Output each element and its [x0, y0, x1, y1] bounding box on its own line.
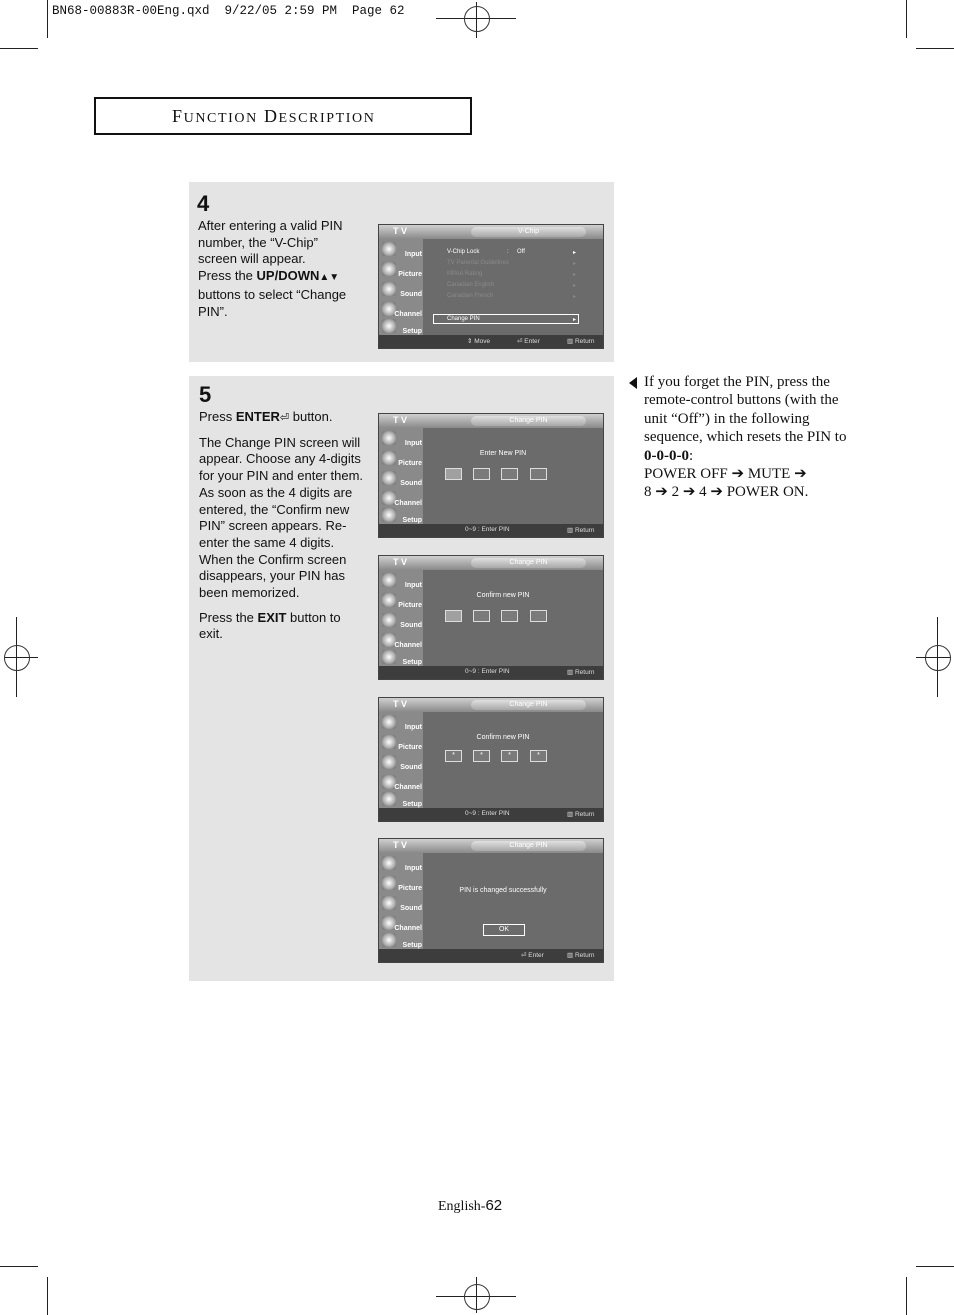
input-icon [382, 715, 396, 729]
input-icon [382, 856, 396, 870]
pin-digit-box: * [445, 750, 462, 762]
screen-message: Confirm new PIN [476, 734, 530, 741]
tv-sidebar: Input Picture Sound Channel Setup [379, 712, 423, 809]
menu-row-parental-guidelines: TV Parental Guidelines ▸ [447, 260, 577, 267]
step-4-number: 4 [197, 191, 210, 216]
setup-icon [382, 650, 396, 664]
tv-label: T V [393, 699, 408, 709]
tv-screen-vchip [378, 224, 604, 349]
hint-return: ▥ Return [567, 811, 595, 818]
crop-mark [0, 1266, 38, 1267]
section-title: FUNCTION DESCRIPTION [172, 106, 376, 126]
arrow-right-icon: ▸ [573, 272, 577, 278]
screen-message: PIN is changed successfully [459, 887, 547, 894]
crop-mark [47, 1277, 48, 1315]
sound-icon [382, 755, 396, 769]
tv-label: T V [393, 840, 408, 850]
sidebar-item-picture: Picture [381, 260, 423, 279]
triangle-left-icon [629, 377, 637, 389]
pin-digit-box: * [473, 750, 490, 762]
picture-icon [382, 262, 396, 276]
tv-sidebar: Input Picture Sound Channel Setup [379, 428, 423, 525]
page-footer: English-62 [438, 1197, 503, 1214]
input-icon [382, 573, 396, 587]
arrow-right-icon: ▸ [573, 283, 577, 289]
menu-row-change-pin: Change PIN ▸ [447, 316, 577, 323]
arrow-right-icon: ▸ [573, 317, 577, 323]
sidebar-item-channel: Channel [381, 300, 423, 319]
tv-sidebar: Input Picture Sound Channel Setup [379, 853, 423, 950]
pin-digit-box: * [530, 750, 547, 762]
registration-mark [464, 1284, 490, 1310]
step-4-instructions: After entering a valid PIN number, the “V-Chip” screen will appear. Press the UP/DOWN▲▼ buttons to select “Change PIN”. [198, 218, 347, 319]
hint-move: ⇕ Move [467, 338, 491, 345]
menu-row-vchip-lock: V-Chip Lock : Off ▸ [447, 249, 577, 256]
menu-heading: Change PIN [471, 841, 586, 851]
menu-heading: V-Chip [471, 227, 586, 237]
crop-mark [47, 0, 48, 38]
pin-digit-box [473, 468, 490, 480]
setup-icon [382, 792, 396, 806]
setup-icon [382, 319, 396, 333]
arrow-right-icon: ▸ [573, 294, 577, 300]
picture-icon [382, 876, 396, 890]
setup-icon [382, 933, 396, 947]
tv-screen-confirm-pin-empty [378, 555, 604, 680]
hint-enter-pin: 0~9 : Enter PIN [465, 810, 510, 817]
menu-heading: Change PIN [471, 558, 586, 568]
tv-label: T V [393, 557, 408, 567]
vchip-menu [423, 239, 603, 336]
sidebar-item-input: Input [381, 240, 423, 259]
menu-heading: Change PIN [471, 700, 586, 710]
sound-icon [382, 471, 396, 485]
hint-return: ▥ Return [567, 338, 595, 345]
tv-sidebar: Input Picture Sound Channel Setup [379, 570, 423, 667]
crop-mark [906, 0, 907, 38]
pin-digit-box [473, 610, 490, 622]
sound-icon [382, 896, 396, 910]
sidebar-item-sound: Sound [381, 280, 423, 299]
hint-enter-pin: 0~9 : Enter PIN [465, 668, 510, 675]
screen-message: Confirm new PIN [476, 592, 530, 599]
menu-heading: Change PIN [471, 416, 586, 426]
hint-return: ▥ Return [567, 669, 595, 676]
crop-mark [916, 48, 954, 49]
crop-mark [916, 1266, 954, 1267]
tv-sidebar [379, 239, 423, 336]
hint-enter: ⏎ Enter [521, 952, 544, 959]
picture-icon [382, 593, 396, 607]
menu-row-canadian-english: Canadian English ▸ [447, 282, 577, 289]
pin-digit-box [530, 468, 547, 480]
pin-digit-box [445, 610, 462, 622]
screen-message: Enter New PIN [479, 450, 527, 457]
tv-label: T V [393, 415, 408, 425]
sidebar-item-setup: Setup [381, 317, 423, 336]
hint-return: ▥ Return [567, 527, 595, 534]
menu-row-canadian-french: Canadian French ▸ [447, 293, 577, 300]
arrow-right-icon: ▸ [573, 261, 577, 267]
pin-digit-box: * [501, 750, 518, 762]
file-slug: BN68-00883R-00Eng.qxd 9/22/05 2:59 PM Page 62 [52, 4, 405, 18]
pin-digit-box [530, 610, 547, 622]
sound-icon [382, 613, 396, 627]
input-icon [382, 242, 396, 256]
hint-return: ▥ Return [567, 952, 595, 959]
crop-mark [906, 1277, 907, 1315]
tv-bottom-bar [379, 335, 603, 348]
picture-icon [382, 735, 396, 749]
registration-mark [4, 645, 30, 671]
pin-digit-box [445, 468, 462, 480]
registration-mark [925, 645, 951, 671]
crop-mark [0, 48, 38, 49]
step-5-instructions: Press ENTER⏎ button. The Change PIN screen will appear. Choose any 4-digits for your PIN and enter them. As soon as the 4 digits are entered, the “Confirm new PIN” screen appears. Re-enter the same 4 digits. When the Confirm screen disappears, your PIN has been memorized. Press the EXIT button to exit. [199, 409, 364, 642]
step-5-number: 5 [199, 382, 212, 407]
registration-mark [464, 6, 490, 32]
pin-digit-box [501, 468, 518, 480]
arrow-right-icon: ▸ [573, 250, 577, 256]
hint-enter-pin: 0~9 : Enter PIN [465, 526, 510, 533]
hint-enter: ⏎ Enter [517, 338, 540, 345]
enter-icon: ⏎ [279, 412, 290, 424]
tv-screen-pin-changed [378, 838, 604, 963]
setup-icon [382, 508, 396, 522]
up-down-arrows-icon: ▲▼ [319, 272, 340, 284]
tv-screen-enter-new-pin [378, 413, 604, 538]
tv-label: T V [393, 226, 408, 236]
pin-reset-note: If you forget the PIN, press the remote-control buttons (with the unit “Off”) in the following sequence, which resets the PIN to 0-0-0-0: POWER OFF ➔ MUTE ➔ 8 ➔ 2 ➔ 4 ➔ POWER ON. [644, 374, 847, 501]
sound-icon [382, 282, 396, 296]
tv-screen-confirm-pin-filled [378, 697, 604, 822]
ok-button[interactable]: OK [483, 924, 525, 936]
picture-icon [382, 451, 396, 465]
pin-digit-box [501, 610, 518, 622]
input-icon [382, 431, 396, 445]
menu-row-mpaa-rating: MPAA Rating ▸ [447, 271, 577, 278]
